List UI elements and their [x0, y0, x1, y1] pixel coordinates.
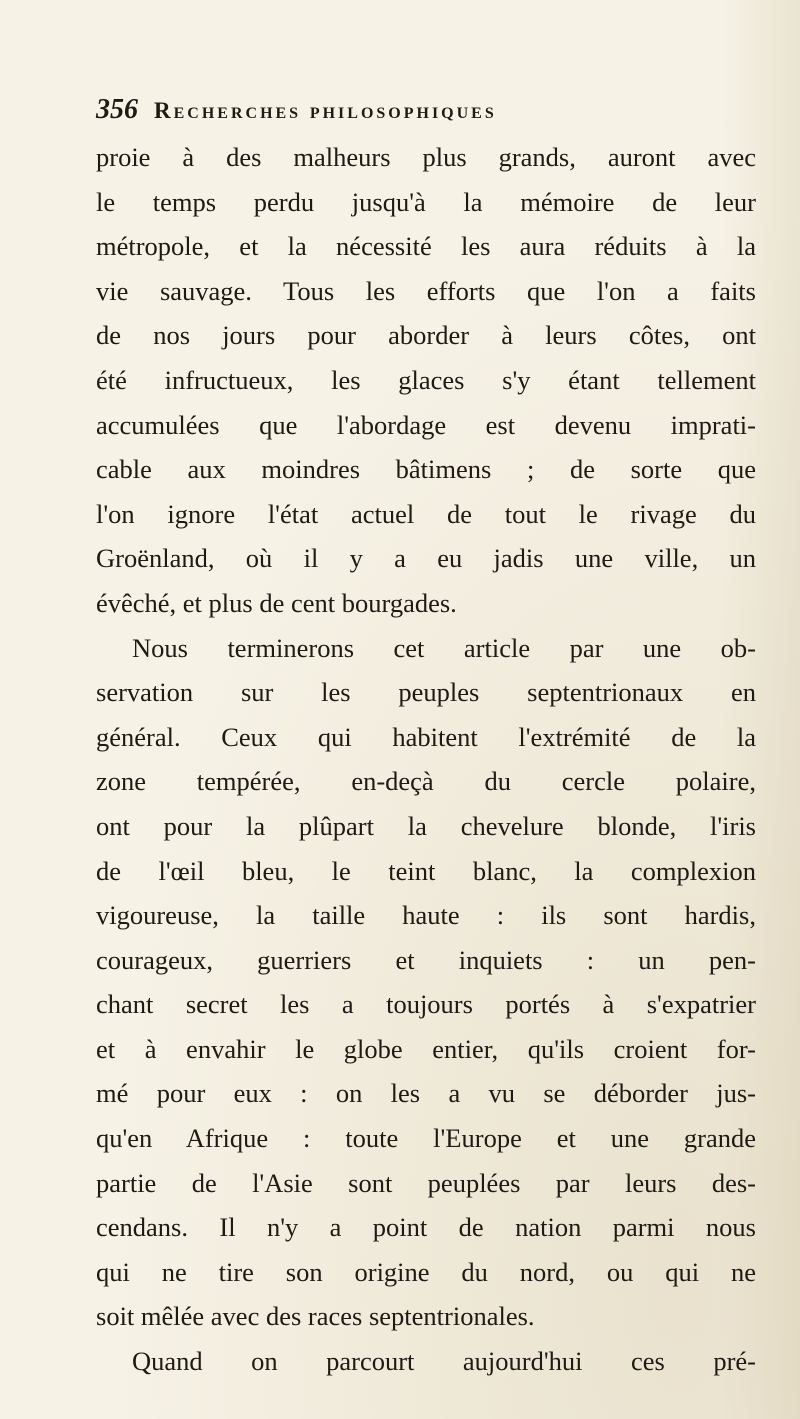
text-line-23: qu'en Afrique : toute l'Europe et une grande	[96, 1123, 756, 1154]
text-line-11: évêché, et plus de cent bourgades.	[96, 587, 457, 618]
text-line-7: accumulées que l'abordage est devenu imprati-	[96, 409, 756, 440]
text-line-9: l'on ignore l'état actuel de tout le rivage du	[96, 498, 756, 529]
text-line-19: courageux, guerriers et inquiets : un pen-	[96, 944, 756, 975]
running-title: Recherches philosophiques	[154, 98, 497, 123]
text-line-3: métropole, et la nécessité les aura réduits à la	[96, 231, 756, 262]
text-line-27: soit mêlée avec des races septentrionales.	[96, 1301, 535, 1332]
text-line-5: de nos jours pour aborder à leurs côtes, ont	[96, 320, 756, 351]
text-line-20: chant secret les a toujours portés à s'expatrier	[96, 989, 756, 1020]
text-line-8: cable aux moindres bâtimens ; de sorte que	[96, 454, 756, 485]
text-line-12: Nous terminerons cet article par une ob-	[132, 632, 756, 663]
page-header	[96, 94, 736, 130]
text-line-14: général. Ceux qui habitent l'extrémité de la	[96, 721, 756, 752]
text-line-13: servation sur les peuples septentrionaux en	[96, 677, 756, 708]
text-line-4: vie sauvage. Tous les efforts que l'on a faits	[96, 275, 756, 306]
text-line-21: et à envahir le globe entier, qu'ils croient for-	[96, 1033, 756, 1064]
text-line-16: ont pour la plûpart la chevelure blonde, l'iris	[96, 810, 756, 841]
text-line-18: vigoureuse, la taille haute : ils sont hardis,	[96, 900, 756, 931]
text-line-22: mé pour eux : on les a vu se déborder jus-	[96, 1078, 756, 1109]
text-line-15: zone tempérée, en-deçà du cercle polaire,	[96, 766, 756, 797]
page-number: 356	[96, 94, 138, 125]
text-line-2: le temps perdu jusqu'à la mémoire de leur	[96, 186, 756, 217]
text-line-6: été infructueux, les glaces s'y étant tellement	[96, 364, 756, 395]
text-line-17: de l'œil bleu, le teint blanc, la complexion	[96, 855, 756, 886]
text-line-28: Quand on parcourt aujourd'hui ces pré-	[132, 1346, 756, 1377]
text-line-10: Groënland, où il y a eu jadis une ville, un	[96, 543, 756, 574]
text-line-25: cendans. Il n'y a point de nation parmi nous	[96, 1212, 756, 1243]
text-line-1: proie à des malheurs plus grands, auront avec	[96, 142, 756, 172]
text-line-24: partie de l'Asie sont peuplées par leurs des-	[96, 1167, 756, 1198]
text-line-26: qui ne tire son origine du nord, ou qui ne	[96, 1256, 756, 1287]
body-text	[96, 135, 756, 1384]
